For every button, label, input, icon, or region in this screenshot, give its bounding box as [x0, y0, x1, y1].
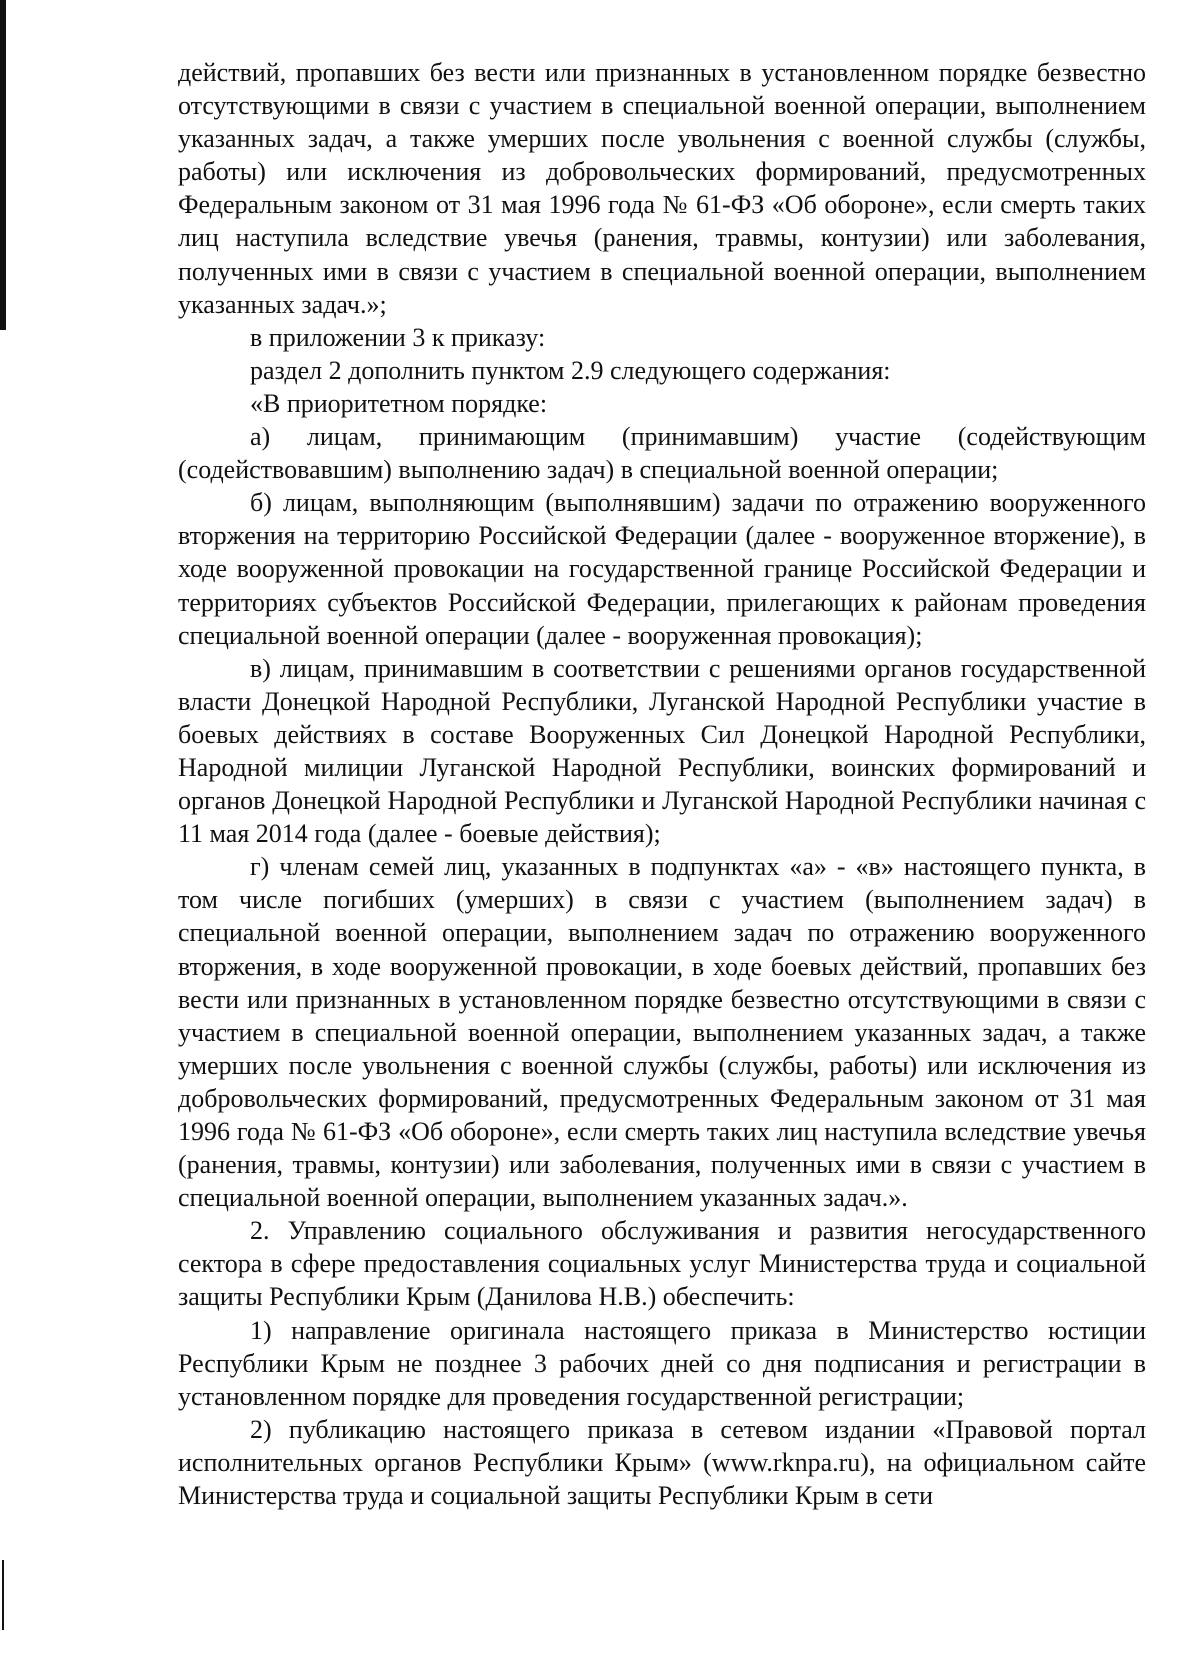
paragraph-priority: «В приоритетном порядке:	[250, 388, 548, 418]
paragraph-continuation: действий, пропавших без вести или признанных в установленном порядке безвестно отсутствующими в связи с участием в специальной военной операции, выполнением указанных задач, а также умерших после увольнения с военной службы (службы, работы) или исключения из добровольческих формирований, предусмотренных Федеральным законом от 31 мая 1996 года № 61-ФЗ «Об обороне», если смерть таких лиц наступила вследствие увечья (ранения, травмы, контузии) или заболевания, полученных ими в связи с участием в специальной военной операции, выполнением указанных задач.»;	[178, 58, 1146, 319]
paragraph-appendix-3: в приложении 3 к приказу:	[250, 322, 546, 352]
paragraph-subclause-2: 2) публикацию настоящего приказа в сетевом издании «Правовой портал исполнительных органов Республики Крым» (www.rknpa.ru), на официальном сайте Министерства труда и социальной защиты Республики Крым в сети	[178, 1414, 1146, 1511]
paragraph-item-b: б) лицам, выполняющим (выполнявшим) задачи по отражению вооруженного вторжения на территорию Российской Федерации (далее - вооруженное вторжение), в ходе вооруженной провокации на государственной границе Российской Федерации и территориях субъектов Российской Федерации, прилегающих к районам проведения специальной военной операции (далее - вооруженная провокация);	[178, 488, 1146, 650]
paragraph-subclause-1: 1) направление оригинала настоящего приказа в Министерство юстиции Республики Крым не позднее 3 рабочих дней со дня подписания и регистрации в установленном порядке для проведения государственной регистрации;	[178, 1315, 1146, 1411]
paragraph-section-2: раздел 2 дополнить пунктом 2.9 следующего содержания:	[250, 355, 891, 385]
scan-edge-mark-lower	[2, 1560, 4, 1630]
paragraph-item-a: а) лицам, принимающим (принимавшим) участие (содействующим (содействовавшим) выполнению задач) в специальной военной операции;	[178, 422, 1146, 485]
scan-edge-mark	[0, 0, 6, 330]
paragraph-clause-2: 2. Управлению социального обслуживания и развития негосударственного сектора в сфере предоставления социальных услуг Министерства труда и социальной защиты Республики Крым (Данилова Н.В.) обеспечить:	[178, 1216, 1146, 1312]
document-page	[178, 56, 1146, 1512]
paragraph-item-v: в) лицам, принимавшим в соответствии с решениями органов государственной власти Донецкой Народной Республики, Луганской Народной Республики участие в боевых действиях в составе Вооруженных Сил Донецкой Народной Республики, Народной милиции Луганской Народной Республики, воинских формирований и органов Донецкой Народной Республики и Луганской Народной Республики начиная с 11 мая 2014 года (далее - боевые действия);	[178, 653, 1146, 849]
paragraph-item-g: г) членам семей лиц, указанных в подпунктах «а» - «в» настоящего пункта, в том числе погибших (умерших) в связи с участием (выполнением задач) в специальной военной операции, выполнением задач по отражению вооруженного вторжения, в ходе вооруженной провокации, в ходе боевых действий, пропавших без вести или признанных в установленном порядке безвестно отсутствующими в связи с участием в специальной военной операции, выполнением указанных задач, а также умерших после увольнения с военной службы (службы, работы) или исключения из добровольческих формирований, предусмотренных Федеральным законом от 31 мая 1996 года № 61-ФЗ «Об обороне», если смерть таких лиц наступила вследствие увечья (ранения, травмы, контузии) или заболевания, полученных ими в связи с участием в специальной военной операции, выполнением указанных задач.».	[178, 852, 1146, 1213]
